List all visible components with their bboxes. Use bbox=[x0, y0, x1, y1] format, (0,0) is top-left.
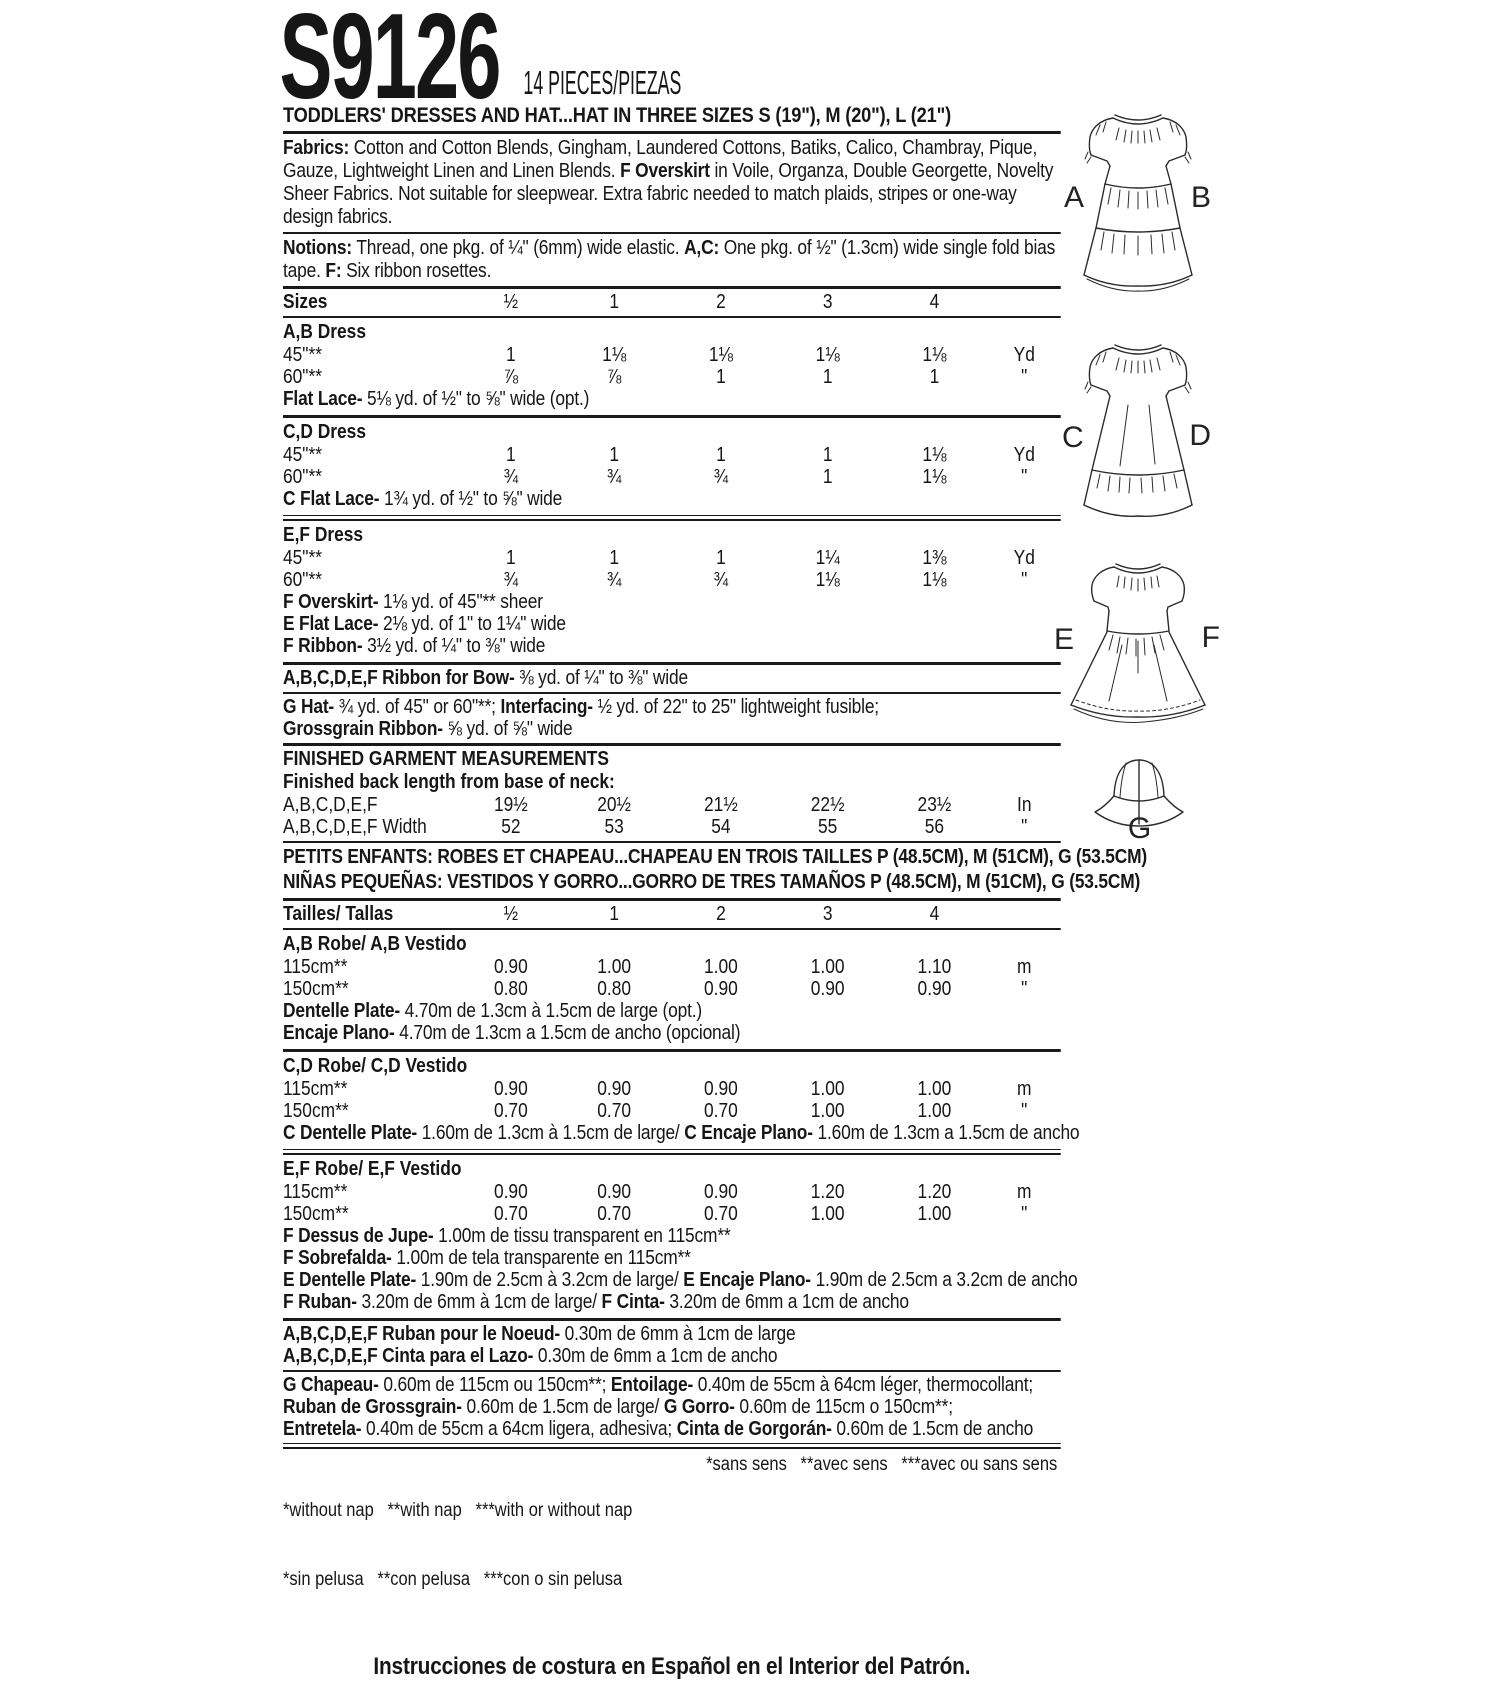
table-row bbox=[283, 1100, 1061, 1122]
row-unit: m bbox=[1017, 1181, 1032, 1203]
row-value: ¾ bbox=[606, 569, 622, 591]
note-text: 1.00m de tissu transparent en 115cm** bbox=[433, 1225, 731, 1247]
divider bbox=[283, 316, 1061, 318]
row-label: 150cm** bbox=[283, 1203, 349, 1225]
note-text: in Voile, Organza, Double Georgette, Novelty Sheer Fabrics. Not suitable for sleepwear. Extra fabric needed to match plaids, stripes or one-way design fabrics. bbox=[283, 160, 1054, 228]
row-label: 115cm** bbox=[283, 1181, 348, 1203]
view-label-c: C bbox=[1062, 421, 1084, 454]
row-value: 1 bbox=[609, 291, 619, 313]
row-unit: " bbox=[1021, 466, 1028, 488]
row-value: 0.90 bbox=[493, 1078, 528, 1100]
row-value: 1 bbox=[929, 366, 940, 388]
note-bold-text: Grossgrain Ribbon- bbox=[283, 718, 443, 740]
metric-table-header-row bbox=[283, 903, 1061, 925]
section-name: E,F Robe/ E,F Vestido bbox=[283, 1158, 462, 1180]
row-value: 1.00 bbox=[810, 1100, 845, 1122]
note-text: 4.70m de 1.3cm a 1.5cm de ancho (opcional) bbox=[394, 1022, 741, 1044]
row-value: 1 bbox=[822, 444, 833, 466]
row-value: 3 bbox=[822, 291, 833, 313]
note-text: 2⅛ yd. of 1" to 1¼" wide bbox=[378, 613, 566, 635]
note-bold-text: E Dentelle Plate- bbox=[283, 1269, 417, 1291]
row-value: 1¼ bbox=[815, 547, 840, 569]
row-value: 1.10 bbox=[917, 956, 952, 978]
row-value: 0.70 bbox=[704, 1203, 738, 1225]
note-bold-text: F Overskirt- bbox=[283, 591, 379, 613]
divider bbox=[283, 692, 1061, 694]
note-text: 1¾ yd. of ½" to ⅝" wide bbox=[379, 488, 563, 510]
row-unit: " bbox=[1021, 366, 1028, 388]
view-label-d: D bbox=[1189, 419, 1211, 452]
section-name: C,D Dress bbox=[283, 421, 366, 443]
note-text: 5⅛ yd. of ½" to ⅝" wide (opt.) bbox=[362, 388, 590, 410]
row-label: 45"** bbox=[283, 344, 322, 366]
row-value: 1 bbox=[822, 466, 833, 488]
pieces-count: 14 PIECES/PIEZAS bbox=[523, 64, 682, 101]
note-bold-text: F Ruban- bbox=[283, 1291, 357, 1313]
note-text: ¾ yd. of 45" or 60"**; bbox=[334, 696, 501, 718]
table-row bbox=[283, 1203, 1061, 1225]
row-value: 0.90 bbox=[704, 978, 738, 1000]
row-value: 1.00 bbox=[704, 956, 738, 978]
row-value: 1 bbox=[822, 366, 833, 388]
section-note bbox=[283, 1000, 1061, 1022]
note-bold-text: E Encaje Plano- bbox=[683, 1269, 811, 1291]
section-note bbox=[283, 388, 1061, 410]
note-text: Thread, one pkg. of ¼" (6mm) wide elastic. bbox=[352, 237, 685, 259]
row-value: ¾ bbox=[606, 466, 622, 488]
size-section-cd-dress bbox=[283, 420, 1061, 512]
note-text: 4.70m de 1.3cm à 1.5cm de large (opt.) bbox=[400, 1000, 703, 1022]
row-value: 0.70 bbox=[704, 1100, 738, 1122]
note-text: ⅝ yd. of ⅝" wide bbox=[442, 718, 573, 740]
note-bold-text: A,B,C,D,E,F Ruban pour le Noeud- bbox=[283, 1323, 561, 1345]
row-value: 1.00 bbox=[810, 1203, 845, 1225]
section-note bbox=[283, 635, 1061, 657]
row-value: 1 bbox=[609, 444, 619, 466]
intl-title-spanish: NIÑAS PEQUEÑAS: VESTIDOS Y GORRO...GORRO DE TRES TAMAÑOS P (48.5CM), M (51CM), G (53.5CM) bbox=[283, 871, 1141, 893]
note-bold-text: F Overskirt bbox=[620, 160, 710, 182]
row-value: 1.00 bbox=[917, 1078, 952, 1100]
row-value: 1 bbox=[506, 547, 516, 569]
note-bold-text: Entretela- bbox=[283, 1418, 362, 1440]
row-value: ¾ bbox=[713, 569, 729, 591]
row-unit: m bbox=[1017, 956, 1032, 978]
note-bold-text: F Ribbon- bbox=[283, 635, 363, 657]
divider bbox=[283, 1318, 1061, 1321]
metric-section-cd-robe bbox=[283, 1054, 1080, 1146]
row-value: 20½ bbox=[597, 794, 632, 816]
row-value: 1.20 bbox=[917, 1181, 952, 1203]
size-section-ab-dress bbox=[283, 320, 1061, 412]
page-title: TODDLERS' DRESSES AND HAT...HAT IN THREE SIZES S (19"), M (20"), L (21") bbox=[283, 104, 951, 127]
note-bold-text: Fabrics: bbox=[283, 137, 350, 159]
row-value: 4 bbox=[929, 291, 940, 313]
footnote-spanish: *sin pelusa **con pelusa ***con o sin pelusa bbox=[283, 1569, 623, 1590]
row-value: 1⅜ bbox=[922, 547, 947, 569]
divider bbox=[283, 898, 1061, 901]
row-label: 150cm** bbox=[283, 978, 349, 1000]
note-text: 1⅛ yd. of 45"** sheer bbox=[378, 591, 543, 613]
row-unit: " bbox=[1021, 1100, 1028, 1122]
row-value: 0.70 bbox=[597, 1100, 632, 1122]
fabrics-paragraph bbox=[283, 137, 1061, 229]
note-bold-text: G Hat- bbox=[283, 696, 335, 718]
table-row bbox=[283, 956, 1061, 978]
divider bbox=[283, 515, 1061, 521]
note-bold-text: F Cinta- bbox=[601, 1291, 665, 1313]
note-bold-text: C Flat Lace- bbox=[283, 488, 380, 510]
row-value: 1.00 bbox=[597, 956, 632, 978]
note-text: 1.90m de 2.5cm a 3.2cm de ancho bbox=[810, 1269, 1078, 1291]
note-bold-text: G Gorro- bbox=[663, 1396, 735, 1418]
row-label: 115cm** bbox=[283, 1078, 348, 1100]
row-value: 53 bbox=[604, 816, 624, 838]
row-value: 1⅛ bbox=[922, 344, 947, 366]
section-note bbox=[283, 488, 1061, 510]
row-label: 150cm** bbox=[283, 1100, 349, 1122]
note-text: 0.60m de 1.5cm de ancho bbox=[831, 1418, 1034, 1440]
note-bold-text: Encaje Plano- bbox=[283, 1022, 395, 1044]
note-text: 0.40m de 55cm a 64cm ligera, adhesiva; bbox=[361, 1418, 677, 1440]
divider bbox=[283, 928, 1061, 930]
table-row bbox=[283, 366, 1061, 388]
note-text: 1.60m de 1.3cm à 1.5cm de large/ bbox=[417, 1122, 685, 1144]
table-row bbox=[283, 466, 1061, 488]
table-row bbox=[283, 794, 1061, 816]
note-bold-text: Entoilage- bbox=[610, 1374, 694, 1396]
row-value: ½ bbox=[503, 903, 519, 925]
row-value: 0.70 bbox=[493, 1100, 528, 1122]
section-note bbox=[283, 1269, 1078, 1291]
row-value: 23½ bbox=[917, 794, 952, 816]
size-section-ef-dress bbox=[283, 523, 1061, 659]
row-value: 0.70 bbox=[597, 1203, 632, 1225]
intl-title-french: PETITS ENFANTS: ROBES ET CHAPEAU...CHAPEAU EN TROIS TAILLES P (48.5CM), M (51CM), G (53.5CM) bbox=[283, 846, 1148, 868]
row-label: 60"** bbox=[283, 569, 322, 591]
metric-section-ab-robe bbox=[283, 932, 1061, 1046]
note-text: 0.30m de 6mm a 1cm de ancho bbox=[533, 1345, 778, 1367]
row-value: 0.90 bbox=[810, 978, 845, 1000]
row-value: 52 bbox=[501, 816, 521, 838]
finished-measurements-subtitle: Finished back length from base of neck: bbox=[283, 771, 615, 793]
note-bold-text: Cinta de Gorgorán- bbox=[676, 1418, 832, 1440]
row-value: ¾ bbox=[713, 466, 729, 488]
row-value: 54 bbox=[711, 816, 731, 838]
row-unit: " bbox=[1021, 1203, 1028, 1225]
view-label-g: G bbox=[1127, 812, 1152, 845]
section-note bbox=[283, 1022, 1061, 1044]
row-value: 0.90 bbox=[704, 1078, 738, 1100]
section-note bbox=[283, 613, 1061, 635]
ribbon-for-bow-note-spanish bbox=[283, 1345, 1061, 1367]
row-value: ¾ bbox=[503, 569, 519, 591]
footnote-french: *sans sens **avec sens ***avec ou sans sens bbox=[706, 1454, 1058, 1475]
finished-measurements-title: FINISHED GARMENT MEASUREMENTS bbox=[283, 748, 610, 770]
note-text: 0.30m de 6mm à 1cm de large bbox=[560, 1323, 796, 1345]
grossgrain-ribbon-note bbox=[283, 718, 1061, 740]
row-label: A,B,C,D,E,F bbox=[283, 794, 378, 816]
hat-yardage-note bbox=[283, 696, 1061, 718]
row-value: 1.00 bbox=[917, 1203, 952, 1225]
divider bbox=[283, 415, 1061, 418]
row-value: ½ bbox=[503, 291, 519, 313]
row-value: 1 bbox=[506, 444, 516, 466]
illustration-dress-ef bbox=[1048, 553, 1228, 745]
row-value: ¾ bbox=[503, 466, 519, 488]
row-label: 60"** bbox=[283, 366, 322, 388]
row-label: 45"** bbox=[283, 444, 322, 466]
footnotes bbox=[283, 1453, 1061, 1637]
row-value: 22½ bbox=[810, 794, 845, 816]
ribbon-for-bow-note bbox=[283, 667, 1061, 689]
row-unit: " bbox=[1021, 816, 1028, 838]
note-bold-text: Ruban de Grossgrain- bbox=[283, 1396, 462, 1418]
illustration-hat-g bbox=[1082, 750, 1197, 845]
row-value: 1 bbox=[716, 366, 726, 388]
divider bbox=[283, 232, 1061, 234]
row-value: 1⅛ bbox=[815, 569, 840, 591]
row-value: ⅞ bbox=[606, 366, 622, 388]
row-label: A,B,C,D,E,F Width bbox=[283, 816, 427, 838]
section-name: C,D Robe/ C,D Vestido bbox=[283, 1055, 468, 1077]
note-bold-text: A,C: bbox=[684, 237, 720, 259]
row-value: 0.90 bbox=[917, 978, 952, 1000]
row-value: 1 bbox=[716, 547, 726, 569]
row-value: 2 bbox=[716, 903, 726, 925]
hat-note-grossgrain bbox=[283, 1396, 1061, 1418]
spanish-instructions-note: Instrucciones de costura en Español en el Interior del Patrón. bbox=[373, 1653, 971, 1680]
note-bold-text: C Encaje Plano- bbox=[684, 1122, 813, 1144]
row-value: 1⅛ bbox=[815, 344, 840, 366]
row-unit: m bbox=[1017, 1078, 1032, 1100]
table-row bbox=[283, 816, 1061, 838]
row-value: 1⅛ bbox=[922, 569, 947, 591]
illustration-dress-cd bbox=[1053, 333, 1223, 520]
note-bold-text: F Sobrefalda- bbox=[283, 1247, 392, 1269]
divider bbox=[283, 1370, 1061, 1372]
row-value: 0.90 bbox=[597, 1181, 632, 1203]
row-unit: Yd bbox=[1013, 344, 1035, 366]
row-label: Tailles/ Tallas bbox=[283, 903, 394, 925]
note-text: 0.40m de 55cm à 64cm léger, thermocollant; bbox=[693, 1374, 1033, 1396]
row-value: 1.00 bbox=[810, 956, 845, 978]
note-text: One pkg. of ½" (1.3cm) wide single fold bias tape. bbox=[283, 237, 1056, 282]
note-bold-text: F: bbox=[325, 260, 342, 282]
note-bold-text: Notions: bbox=[283, 237, 353, 259]
illustration-dress-ab bbox=[1053, 103, 1223, 300]
row-value: 1.00 bbox=[917, 1100, 952, 1122]
row-value: 1⅛ bbox=[602, 344, 627, 366]
row-value: 19½ bbox=[493, 794, 528, 816]
row-value: 0.90 bbox=[493, 956, 528, 978]
note-text: ½ yd. of 22" to 25" lightweight fusible; bbox=[592, 696, 879, 718]
row-value: 1 bbox=[609, 547, 619, 569]
divider bbox=[283, 131, 1061, 134]
row-value: 1.00 bbox=[810, 1078, 845, 1100]
note-bold-text: A,B,C,D,E,F Cinta para el Lazo- bbox=[283, 1345, 534, 1367]
row-value: 0.90 bbox=[704, 1181, 738, 1203]
section-note bbox=[283, 1247, 1061, 1269]
table-row bbox=[283, 547, 1061, 569]
note-text: 0.60m de 115cm o 150cm**; bbox=[734, 1396, 953, 1418]
row-label: 60"** bbox=[283, 466, 322, 488]
note-bold-text: F Dessus de Jupe- bbox=[283, 1225, 434, 1247]
table-row bbox=[283, 569, 1061, 591]
table-row bbox=[283, 344, 1061, 366]
ribbon-for-bow-note-french bbox=[283, 1323, 1061, 1345]
divider bbox=[283, 662, 1061, 665]
section-note bbox=[283, 1291, 1061, 1313]
note-text: 1.00m de tela transparente en 115cm** bbox=[391, 1247, 691, 1269]
row-value: 1 bbox=[506, 344, 516, 366]
note-bold-text: A,B,C,D,E,F Ribbon for Bow- bbox=[283, 667, 515, 689]
section-name: A,B Dress bbox=[283, 321, 366, 343]
note-bold-text: E Flat Lace- bbox=[283, 613, 379, 635]
row-label: 45"** bbox=[283, 547, 322, 569]
hat-note-french bbox=[283, 1374, 1061, 1396]
row-unit: Yd bbox=[1013, 547, 1035, 569]
note-bold-text: Interfacing- bbox=[500, 696, 593, 718]
divider bbox=[283, 1049, 1061, 1052]
divider bbox=[283, 1443, 1061, 1449]
size-table-header-row bbox=[283, 291, 1061, 313]
section-note bbox=[283, 1122, 1080, 1144]
note-bold-text: Flat Lace- bbox=[283, 388, 363, 410]
note-text: 1.90m de 2.5cm à 3.2cm de large/ bbox=[416, 1269, 684, 1291]
section-note bbox=[283, 1225, 1061, 1247]
note-text: 3.20m de 6mm a 1cm de ancho bbox=[664, 1291, 909, 1313]
row-unit: Yd bbox=[1013, 444, 1035, 466]
row-value: 0.80 bbox=[493, 978, 528, 1000]
row-value: 1 bbox=[609, 903, 619, 925]
footnote-english: *without nap **with nap ***with or without nap bbox=[283, 1500, 633, 1521]
view-label-f: F bbox=[1201, 621, 1220, 654]
row-value: 21½ bbox=[704, 794, 738, 816]
note-bold-text: C Dentelle Plate- bbox=[283, 1122, 418, 1144]
notions-paragraph bbox=[283, 237, 1061, 283]
content-column bbox=[279, 0, 1148, 1681]
hat-note-spanish bbox=[283, 1418, 1061, 1440]
row-value: 56 bbox=[924, 816, 945, 838]
row-label: Sizes bbox=[283, 291, 328, 313]
metric-section-ef-robe bbox=[283, 1157, 1078, 1315]
note-text: Cotton and Cotton Blends, Gingham, Laundered Cottons, Batiks, Calico, Chambray, Pique, Gauze, Lightweight Linen and Linen Blends. bbox=[283, 137, 1038, 182]
row-value: 1⅛ bbox=[922, 444, 947, 466]
divider bbox=[283, 286, 1061, 289]
row-unit: " bbox=[1021, 569, 1028, 591]
footnotes-left bbox=[283, 1453, 632, 1637]
note-text: 0.60m de 115cm ou 150cm**; bbox=[378, 1374, 611, 1396]
row-value: 0.90 bbox=[493, 1181, 528, 1203]
table-row bbox=[283, 978, 1061, 1000]
view-label-e: E bbox=[1054, 623, 1075, 656]
row-value: 2 bbox=[716, 291, 726, 313]
row-unit: " bbox=[1021, 978, 1028, 1000]
divider bbox=[283, 1149, 1061, 1155]
row-value: 0.70 bbox=[493, 1203, 528, 1225]
row-value: 1⅛ bbox=[922, 466, 947, 488]
divider bbox=[283, 743, 1061, 746]
note-text: 0.60m de 1.5cm de large/ bbox=[461, 1396, 664, 1418]
section-name: A,B Robe/ A,B Vestido bbox=[283, 933, 467, 955]
note-text: 1.60m de 1.3cm a 1.5cm de ancho bbox=[812, 1122, 1080, 1144]
pattern-number: S9126 bbox=[279, 0, 500, 124]
section-name: E,F Dress bbox=[283, 524, 364, 546]
table-row bbox=[283, 1078, 1061, 1100]
row-value: 1⅛ bbox=[708, 344, 733, 366]
view-label-a: A bbox=[1064, 181, 1085, 214]
row-value: 3 bbox=[822, 903, 833, 925]
view-label-b: B bbox=[1190, 181, 1211, 214]
note-text: Six ribbon rosettes. bbox=[341, 260, 492, 282]
table-row bbox=[283, 1181, 1061, 1203]
row-value: 0.80 bbox=[597, 978, 632, 1000]
row-value: 1.20 bbox=[810, 1181, 845, 1203]
note-bold-text: Dentelle Plate- bbox=[283, 1000, 401, 1022]
row-value: 0.90 bbox=[597, 1078, 632, 1100]
row-unit: In bbox=[1017, 794, 1032, 816]
row-value: 55 bbox=[818, 816, 838, 838]
note-text: 3.20m de 6mm à 1cm de large/ bbox=[356, 1291, 602, 1313]
note-text: 3½ yd. of ¼" to ⅜" wide bbox=[362, 635, 546, 657]
row-value: 1 bbox=[716, 444, 726, 466]
section-note bbox=[283, 591, 1061, 613]
table-row bbox=[283, 444, 1061, 466]
divider bbox=[283, 841, 1061, 843]
row-label: 115cm** bbox=[283, 956, 348, 978]
note-text: ⅜ yd. of ¼" to ⅜" wide bbox=[514, 667, 688, 689]
row-value: 4 bbox=[929, 903, 940, 925]
note-bold-text: G Chapeau- bbox=[283, 1374, 379, 1396]
row-value: ⅞ bbox=[503, 366, 519, 388]
